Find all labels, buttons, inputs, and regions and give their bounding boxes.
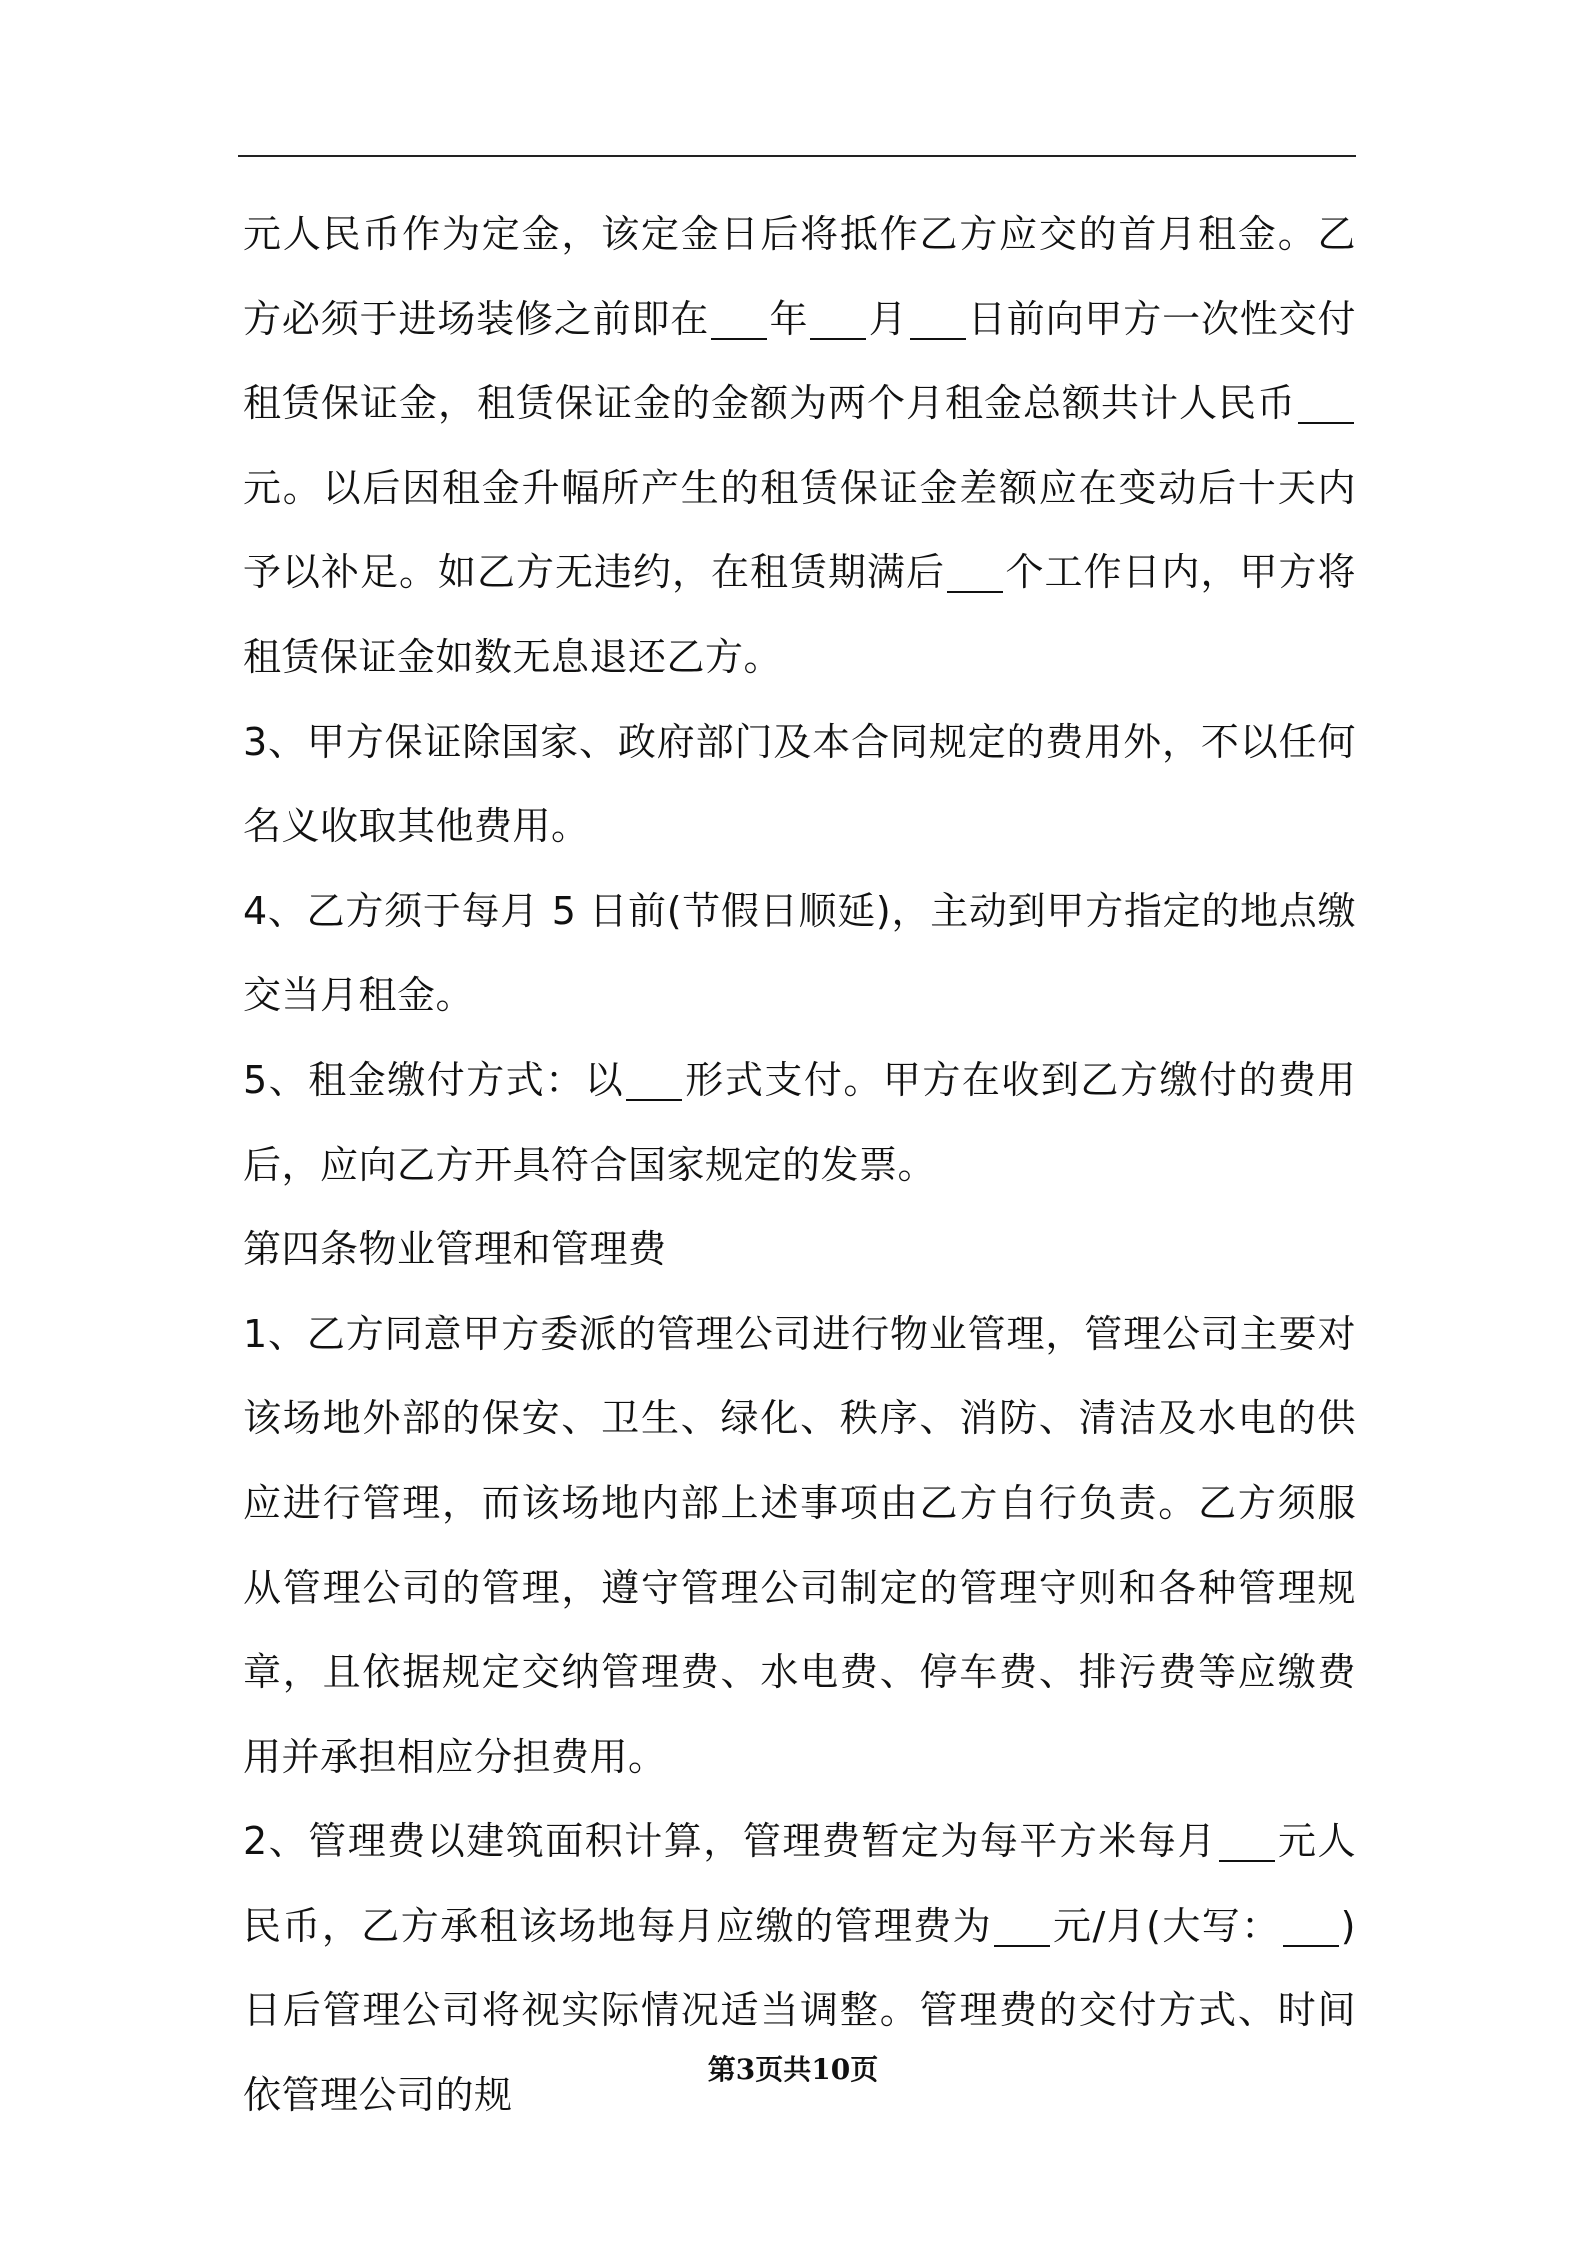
header-rule xyxy=(238,155,1356,157)
blank-deposit-amount xyxy=(1298,382,1354,424)
blank-fee-in-words xyxy=(1283,1905,1339,1947)
paragraph-deposit: 元人民币作为定金，该定金日后将抵作乙方应交的首月租金。乙方必须于进场装修之前即在 年 月 日前向甲方一次性交付租赁保证金，租赁保证金的金额为两个月租金总额共计人民币元。以后因租金升幅所产生的租赁保证金差额应在变动后十天内予以补足。如乙方无违约，在租赁期满后 个工作日内，甲方将租赁保证金如数无息退还乙方。 xyxy=(243,212,1356,679)
blank-working-days xyxy=(947,551,1003,593)
blank-month xyxy=(810,298,866,340)
blank-year xyxy=(711,298,767,340)
paragraph-article-4-item-1: 1、乙方同意甲方委派的管理公司进行物业管理，管理公司主要对该场地外部的保安、卫生、绿化、秩序、消防、清洁及水电的供应进行管理，而该场地内部上述事项由乙方自行负责。乙方须服从管理公司的管理，遵守管理公司制定的管理守则和各种管理规章，且依据规定交纳管理费、水电费、停车费、排污费等应缴费用并承担相应分担费用。 xyxy=(243,1311,1356,1779)
document-body xyxy=(243,192,1356,2138)
paragraph-item-4: 4、乙方须于每月 5 日前(节假日顺延)，主动到甲方指定的地点缴交当月租金。 xyxy=(243,888,1356,1018)
page-number-footer: 第3页共10页 xyxy=(707,2053,879,2086)
paragraph-article-4-item-2: 2、管理费以建筑面积计算，管理费暂定为每平方米每月 元人民币，乙方承租该场地每月应缴的管理费为 元/月(大写： )日后管理公司将视实际情况适当调整。管理费的交付方式、时间依管理公司的规 xyxy=(243,1819,1356,2118)
paragraph-item-3: 3、甲方保证除国家、政府部门及本合同规定的费用外，不以任何名义收取其他费用。 xyxy=(243,719,1356,849)
paragraph-item-5: 5、租金缴付方式：以 形式支付。甲方在收到乙方缴付的费用后，应向乙方开具符合国家规定的发票。 xyxy=(243,1057,1356,1187)
blank-fee-per-sqm xyxy=(1219,1820,1275,1862)
blank-day xyxy=(910,298,966,340)
blank-payment-form xyxy=(626,1059,682,1101)
blank-monthly-fee xyxy=(994,1905,1050,1947)
article-4-heading: 第四条物业管理和管理费 xyxy=(243,1227,667,1272)
